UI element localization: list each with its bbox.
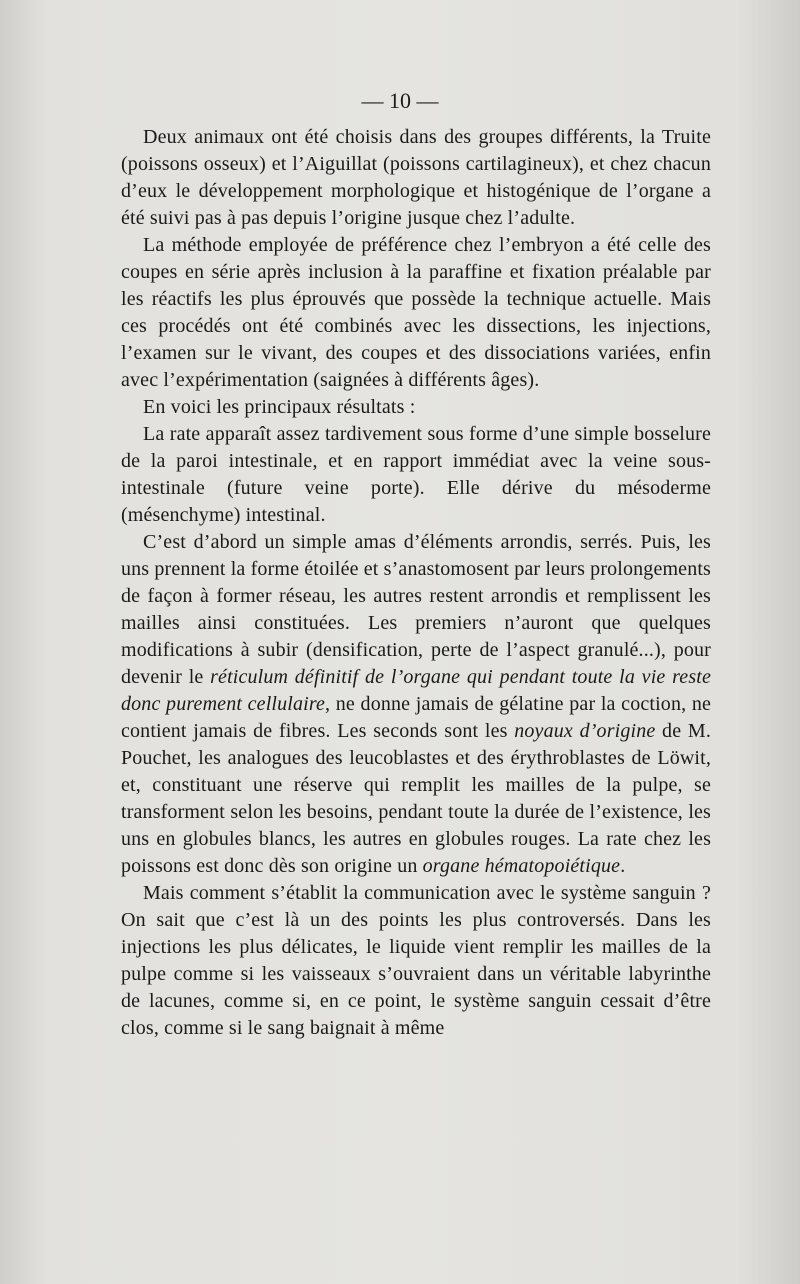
text-run: En voici les principaux résultats : <box>143 396 416 418</box>
italic-text: noyaux d’origine <box>514 720 656 742</box>
paragraph <box>121 394 711 421</box>
italic-text: réticulum définitif de l’organe qui pendant toute la vie reste donc purement cellulaire <box>121 666 711 715</box>
paragraph <box>121 880 711 1042</box>
text-run: , ne donne jamais de gélatine par la coction, ne contient jamais de fibres. Les seconds sont les <box>121 693 711 742</box>
page-number: — 10 — <box>361 88 439 113</box>
italic-text: organe hématopoiétique <box>422 855 621 877</box>
paragraph <box>121 421 711 529</box>
paragraph <box>121 232 711 394</box>
text-run: de M. Pouchet, les analogues des leucoblastes et des érythroblastes de Löwit, et, constituant une réserve qui remplit les mailles de la pulpe, se transforment selon les besoins, pendant toute la durée de l’existence, les uns en globules blancs, les autres en globules rouges. La rate chez les poissons est donc dès son origine un <box>121 720 711 877</box>
text-run: Mais comment s’établit la communication avec le système sanguin ? On sait que c’est là un des points les plus controversés. Dans les injections les plus délicates, le liquide vient remplir les mailles de la pulpe comme si les vaisseaux s’ouvraient dans un véritable labyrinthe de lacunes, comme si, en ce point, le système sanguin cessait d’être clos, comme si le sang baignait à même <box>121 882 711 1039</box>
text-run: . <box>620 855 626 877</box>
text-run: C’est d’abord un simple amas d’éléments arrondis, serrés. Puis, les uns prennent la forme étoilée et s’anastomosent par leurs prolongements de façon à former réseau, les autres restent arrondis et remplissent les mailles ainsi constituées. Les premiers n’auront que quelques modifications à subir (densification, perte de l’aspect granulé...), pour devenir le <box>121 531 711 688</box>
body-text <box>121 124 711 1042</box>
paragraph <box>121 529 711 880</box>
text-run: La méthode employée de préférence chez l’embryon a été celle des coupes en série après inclusion à la paraffine et fixation préalable par les réactifs les plus éprouvés que possède la technique actuelle. Mais ces procédés ont été combinés avec les dissections, les injections, l’examen sur le vivant, des coupes et des dissociations variées, enfin avec l’expérimentation (saignées à différents âges). <box>121 234 711 391</box>
text-run: Deux animaux ont été choisis dans des groupes différents, la Truite (poissons osseux) et l’Aiguillat (poissons cartilagineux), et chez chacun d’eux le développement morphologique et histogénique de l’organe a été suivi pas à pas depuis l’origine jusque chez l’adulte. <box>121 126 711 229</box>
paragraph <box>121 124 711 232</box>
text-run: La rate apparaît assez tardivement sous forme d’une simple bosselure de la paroi intestinale, et en rapport immédiat avec la veine sous-intestinale (future veine porte). Elle dérive du mésoderme (mésenchyme) intestinal. <box>121 423 711 526</box>
